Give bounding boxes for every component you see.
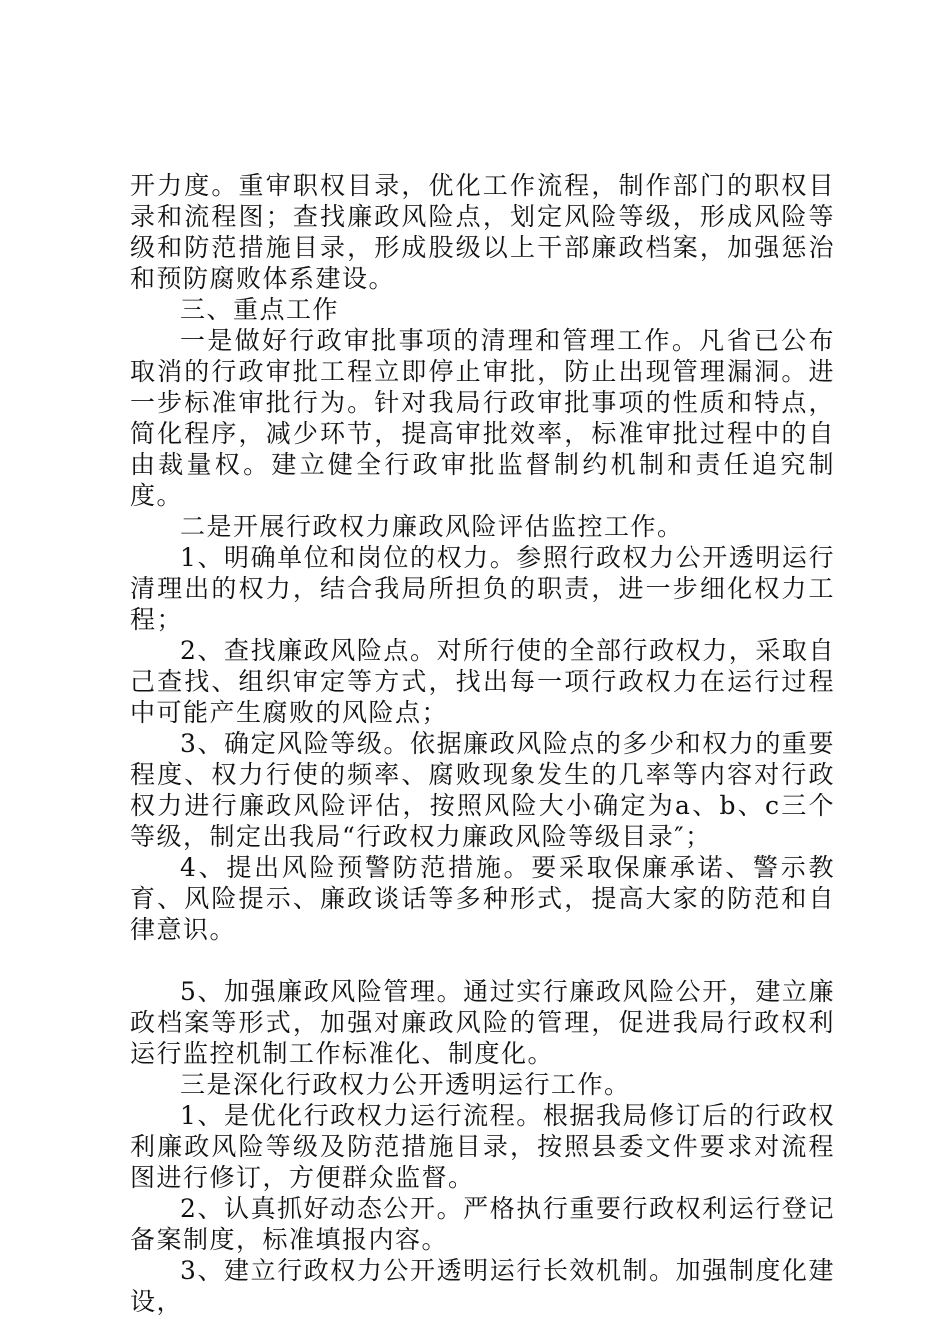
- list-item-3-2: 2、认真抓好动态公开。严格执行重要行政权利运行登记备案制度，标准填报内容。: [130, 1194, 835, 1254]
- list-item-3-3: 3、建立行政权力公开透明运行长效机制。加强制度化建设，: [130, 1256, 835, 1316]
- list-item-2-1: 1、明确单位和岗位的权力。参照行政权力公开透明运行清理出的权力，结合我局所担负的职责，进一步细化权力工程；: [130, 543, 835, 634]
- section-heading-key-work: 三、重点工作: [180, 295, 340, 324]
- paragraph-continuation: 开力度。重审职权目录，优化工作流程，制作部门的职权目录和流程图；查找廉政风险点，划定风险等级，形成风险等级和防范措施目录，形成股级以上干部廉政档案，加强惩治和预防腐败体系建设。: [130, 171, 835, 293]
- blank-line: [130, 945, 835, 976]
- paragraph-item-one: 一是做好行政审批事项的清理和管理工作。凡省已公布取消的行政审批工程立即停止审批，防止出现管理漏洞。进一步标准审批行为。针对我局行政审批事项的性质和特点，简化程序，减少环节，提高审批效率，标准审批过程中的自由裁量权。建立健全行政审批监督制约机制和责任追究制度。: [130, 326, 835, 510]
- list-item-3-1: 1、是优化行政权力运行流程。根据我局修订后的行政权利廉政风险等级及防范措施目录，按照县委文件要求对流程图进行修订，方便群众监督。: [130, 1101, 835, 1192]
- document-body: [130, 170, 835, 1317]
- list-item-2-3: 3、确定风险等级。依据廉政风险点的多少和权力的重要程度、权力行使的频率、腐败现象发生的几率等内容对行政权力进行廉政风险评估，按照风险大小确定为a、b、c三个等级，制定出我局“行政权力廉政风险等级目录″；: [130, 729, 835, 851]
- paragraph-item-three: 三是深化行政权力公开透明运行工作。: [180, 1070, 631, 1099]
- list-item-2-5: 5、加强廉政风险管理。通过实行廉政风险公开，建立廉政档案等形式，加强对廉政风险的管理，促进我局行政权利运行监控机制工作标准化、制度化。: [130, 977, 835, 1068]
- list-item-2-2: 2、查找廉政风险点。对所行使的全部行政权力，采取自己查找、组织审定等方式，找出每一项行政权力在运行过程中可能产生腐败的风险点；: [130, 636, 835, 727]
- paragraph-item-two: 二是开展行政权力廉政风险评估监控工作。: [180, 512, 684, 541]
- list-item-2-4: 4、提出风险预警防范措施。要采取保廉承诺、警示教育、风险提示、廉政谈话等多种形式，提高大家的防范和自律意识。: [130, 853, 835, 944]
